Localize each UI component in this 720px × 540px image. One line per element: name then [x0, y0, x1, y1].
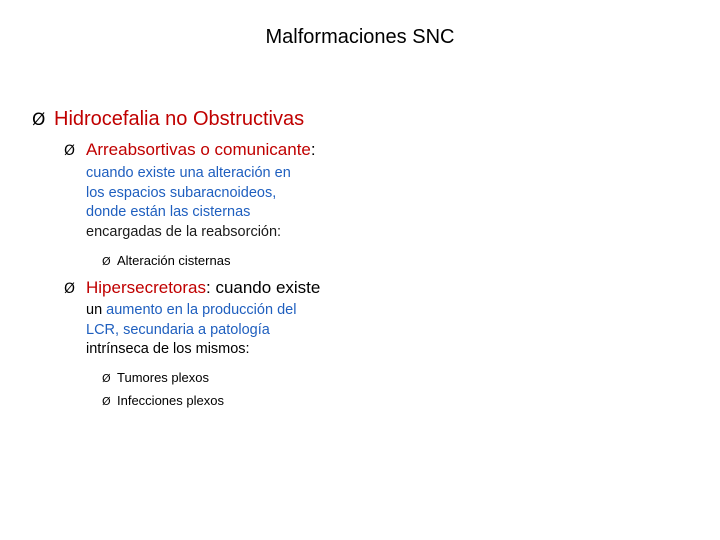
description-line: LCR, secundaria a patología: [86, 321, 270, 338]
subitem-label: Alteración cisternas: [117, 253, 231, 268]
description-line: intrínseca de los mismos:: [86, 341, 250, 357]
arrow-bullet-icon: Ø: [102, 395, 111, 408]
section-term-suffix: : cuando existe: [206, 278, 321, 297]
subitem-label: Tumores plexos: [117, 370, 209, 385]
description-line: [86, 301, 336, 321]
section-description: [86, 164, 336, 242]
section-term: Arreabsortivas o comunicante: [86, 140, 311, 159]
description-line: encargadas de la reabsorción:: [86, 223, 282, 240]
section-term-suffix: :: [310, 140, 316, 159]
description-prefix: un: [86, 302, 107, 318]
description-line: cuando existe una alteración en: [86, 165, 291, 181]
subitem-label: Infecciones plexos: [117, 393, 224, 408]
arrow-bullet-icon: Ø: [102, 255, 111, 268]
arrow-bullet-icon: Ø: [102, 372, 111, 385]
heading-bullet: [32, 106, 304, 133]
section-arreabsortivas: [64, 139, 316, 162]
subitem: [102, 252, 230, 271]
description-highlight: aumento en la producción del: [106, 302, 297, 318]
section-description: [86, 301, 336, 360]
subitem: [102, 392, 224, 411]
description-line: donde están las cisternas: [86, 204, 251, 220]
heading-text: Hidrocefalia no Obstructivas: [54, 108, 305, 130]
section-term: Hipersecretoras: [86, 278, 206, 297]
slide-title: Malformaciones SNC: [265, 26, 455, 48]
subitem: [102, 369, 209, 388]
arrow-bullet-icon: Ø: [64, 143, 76, 159]
section-hipersecretoras: [64, 277, 320, 300]
arrow-bullet-icon: Ø: [32, 110, 46, 130]
arrow-bullet-icon: Ø: [64, 281, 76, 297]
description-line: los espacios subaracnoideos,: [86, 184, 277, 201]
